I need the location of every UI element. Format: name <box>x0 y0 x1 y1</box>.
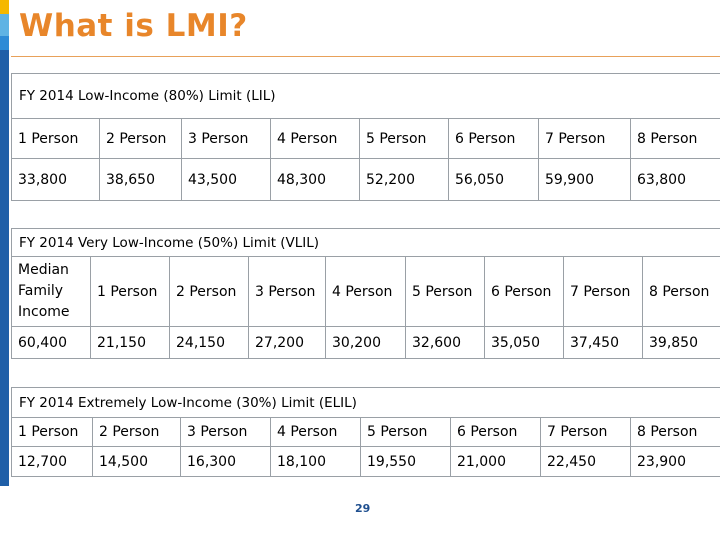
vlil-header-3-person: 3 Person <box>249 257 326 327</box>
elil-value-3-person: 16,300 <box>181 447 271 477</box>
vlil-value-4-person: 30,200 <box>326 327 406 359</box>
vlil-value-3-person: 27,200 <box>249 327 326 359</box>
vlil-header-4-person: 4 Person <box>326 257 406 327</box>
elil-header-1-person: 1 Person <box>12 418 93 447</box>
vlil-header-8-person: 8 Person <box>643 257 720 327</box>
elil-header-6-person: 6 Person <box>451 418 541 447</box>
lil-header-8-person: 8 Person <box>631 119 720 159</box>
elil-value-6-person: 21,000 <box>451 447 541 477</box>
page-title: What is LMI? <box>19 8 248 44</box>
elil-table <box>11 387 720 477</box>
lil-header-7-person: 7 Person <box>539 119 631 159</box>
lil-value-6-person: 56,050 <box>449 159 539 201</box>
lil-header-5-person: 5 Person <box>360 119 449 159</box>
vlil-value-5-person: 32,600 <box>406 327 485 359</box>
elil-header-8-person: 8 Person <box>631 418 720 447</box>
vlil-header-7-person: 7 Person <box>564 257 643 327</box>
lil-header-1-person: 1 Person <box>12 119 100 159</box>
vlil-header-6-person: 6 Person <box>485 257 564 327</box>
lil-value-1-person: 33,800 <box>12 159 100 201</box>
vlil-header-2-person: 2 Person <box>170 257 249 327</box>
lil-header-3-person: 3 Person <box>182 119 271 159</box>
page-number: 29 <box>355 502 371 515</box>
vlil-value-1-person: 21,150 <box>91 327 170 359</box>
accent-bar-light-blue <box>0 14 9 36</box>
elil-value-2-person: 14,500 <box>93 447 181 477</box>
elil-header-3-person: 3 Person <box>181 418 271 447</box>
accent-bar-blue <box>0 36 9 50</box>
vlil-header-1-person: 1 Person <box>91 257 170 327</box>
vlil-value-median-family-income: 60,400 <box>12 327 91 359</box>
elil-value-5-person: 19,550 <box>361 447 451 477</box>
lil-value-7-person: 59,900 <box>539 159 631 201</box>
lil-value-5-person: 52,200 <box>360 159 449 201</box>
lil-value-2-person: 38,650 <box>100 159 182 201</box>
elil-table-title: FY 2014 Extremely Low-Income (30%) Limit (ELIL) <box>12 388 720 418</box>
accent-bar-dark-blue <box>0 50 9 486</box>
elil-header-5-person: 5 Person <box>361 418 451 447</box>
lil-table <box>11 73 720 201</box>
elil-value-7-person: 22,450 <box>541 447 631 477</box>
elil-value-8-person: 23,900 <box>631 447 720 477</box>
vlil-value-8-person: 39,850 <box>643 327 720 359</box>
lil-value-4-person: 48,300 <box>271 159 360 201</box>
elil-value-1-person: 12,700 <box>12 447 93 477</box>
vlil-value-6-person: 35,050 <box>485 327 564 359</box>
title-divider <box>11 56 720 57</box>
vlil-value-2-person: 24,150 <box>170 327 249 359</box>
lil-value-8-person: 63,800 <box>631 159 720 201</box>
vlil-value-7-person: 37,450 <box>564 327 643 359</box>
vlil-header-median-family-income: Median Family Income <box>12 257 91 327</box>
elil-header-7-person: 7 Person <box>541 418 631 447</box>
lil-table-title: FY 2014 Low-Income (80%) Limit (LIL) <box>12 74 720 119</box>
lil-header-6-person: 6 Person <box>449 119 539 159</box>
lil-header-4-person: 4 Person <box>271 119 360 159</box>
lil-header-2-person: 2 Person <box>100 119 182 159</box>
elil-value-4-person: 18,100 <box>271 447 361 477</box>
elil-header-4-person: 4 Person <box>271 418 361 447</box>
vlil-header-5-person: 5 Person <box>406 257 485 327</box>
vlil-table <box>11 228 720 359</box>
elil-header-2-person: 2 Person <box>93 418 181 447</box>
vlil-table-title: FY 2014 Very Low-Income (50%) Limit (VLIL) <box>12 229 720 257</box>
lil-value-3-person: 43,500 <box>182 159 271 201</box>
accent-bar-yellow <box>0 0 9 14</box>
